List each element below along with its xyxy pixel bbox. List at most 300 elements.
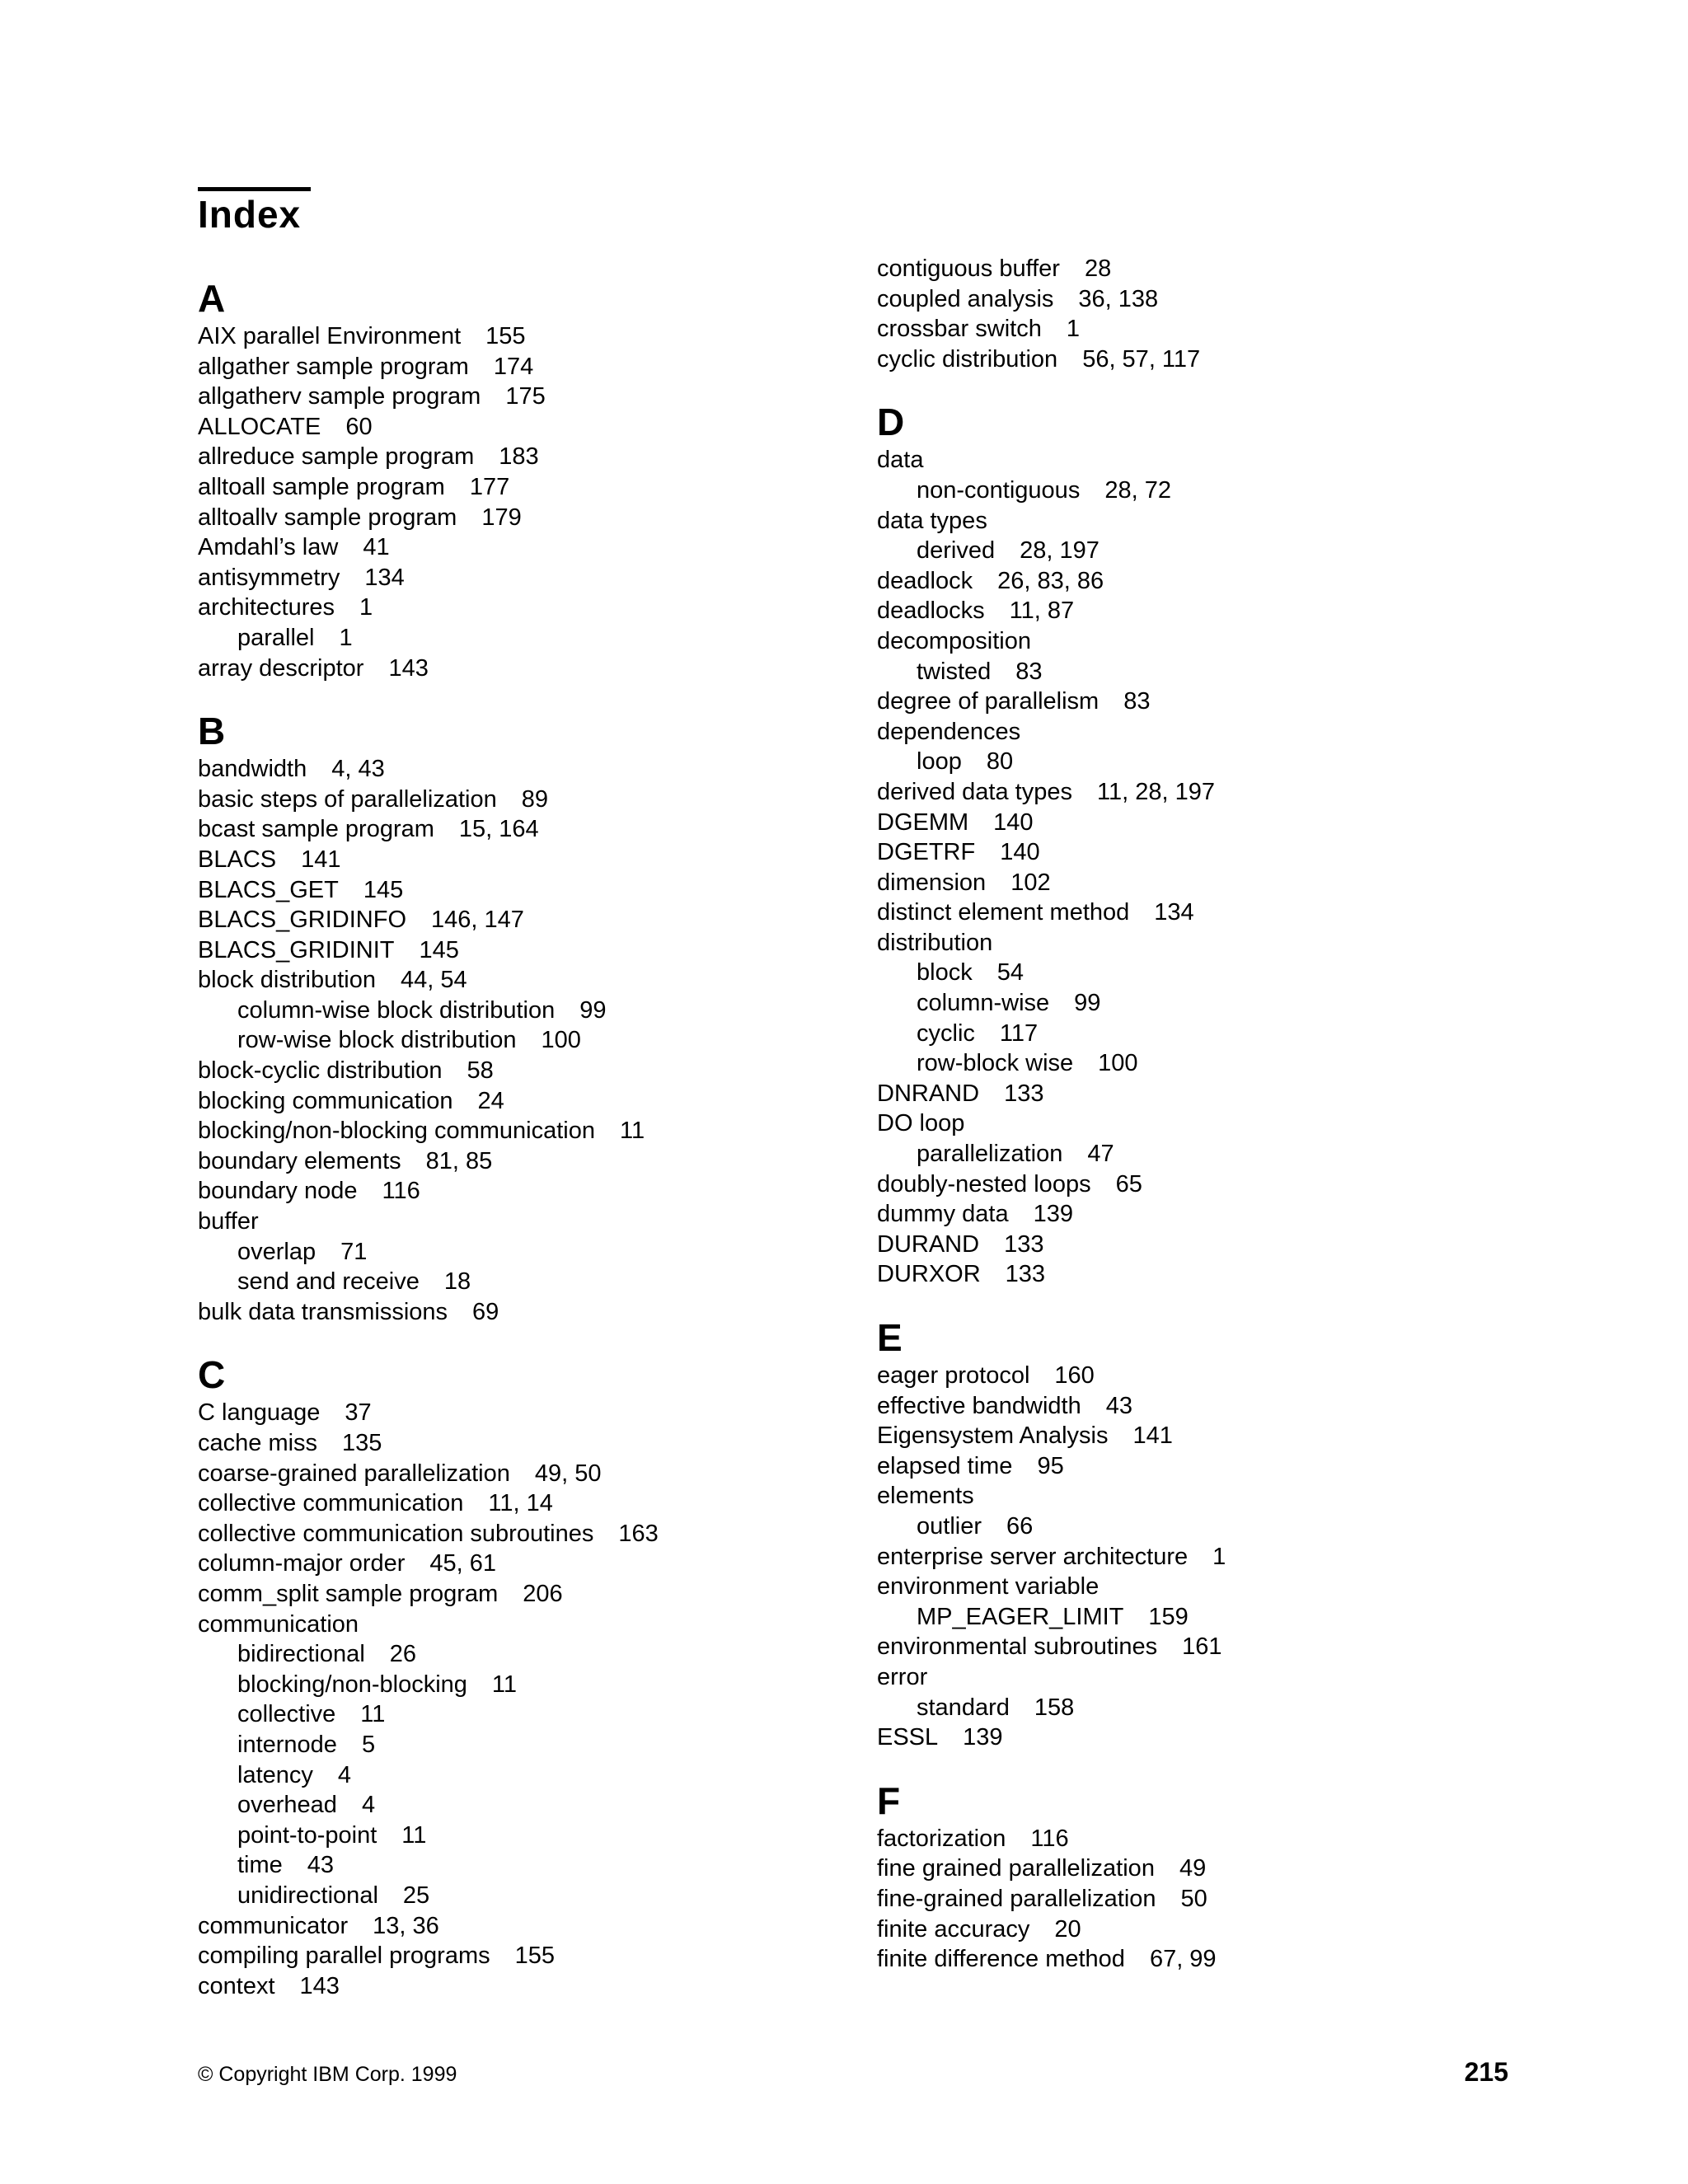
index-entry xyxy=(198,503,857,533)
page-refs: 65 xyxy=(1115,1170,1142,1197)
index-term: BLACS xyxy=(198,846,277,873)
index-entry xyxy=(877,1259,1536,1290)
page-refs: 28, 72 xyxy=(1104,476,1171,504)
index-term: array descriptor xyxy=(198,654,364,682)
index-entry xyxy=(877,1632,1536,1662)
index-entry xyxy=(198,1428,857,1459)
index-entry xyxy=(198,814,857,845)
page-refs: 24 xyxy=(477,1087,504,1114)
index-term: column-major order xyxy=(198,1550,406,1577)
index-term: alltoallv sample program xyxy=(198,504,457,531)
page-refs: 20 xyxy=(1054,1915,1081,1943)
index-term: parallel xyxy=(237,624,315,651)
index-entry xyxy=(877,1199,1536,1230)
index-entry xyxy=(198,1519,857,1549)
index-entry xyxy=(198,1971,857,2002)
index-term: C language xyxy=(198,1399,321,1427)
index-entry xyxy=(877,445,1536,476)
index-subentry xyxy=(877,1139,1536,1169)
index-entry xyxy=(198,875,857,906)
index-term: distinct element method xyxy=(877,899,1130,926)
section-letter: F xyxy=(877,1779,901,1822)
page-refs: 81, 85 xyxy=(425,1147,493,1174)
index-term: DO loop xyxy=(877,1110,965,1137)
index-subentry xyxy=(198,1237,857,1268)
page-refs: 95 xyxy=(1037,1452,1064,1479)
page-refs: 26, 83, 86 xyxy=(997,567,1104,594)
index-section xyxy=(198,1353,857,2001)
index-entry xyxy=(877,1854,1536,1884)
index-term: decomposition xyxy=(877,627,1031,654)
index-term: internode xyxy=(237,1731,337,1758)
index-column-left xyxy=(198,277,857,2027)
index-entry xyxy=(198,905,857,935)
index-term: distribution xyxy=(877,929,993,956)
index-entry xyxy=(198,845,857,875)
index-entry xyxy=(198,654,857,684)
section-letter: D xyxy=(877,401,905,444)
index-section xyxy=(877,401,1536,1290)
index-term: derived xyxy=(917,537,996,565)
index-entry xyxy=(198,382,857,412)
index-entry xyxy=(877,898,1536,928)
index-entry xyxy=(877,254,1536,284)
index-entry xyxy=(198,1459,857,1489)
index-subentry xyxy=(877,1511,1536,1542)
index-term: basic steps of parallelization xyxy=(198,785,497,813)
index-subentry xyxy=(877,1019,1536,1049)
section-letter: C xyxy=(198,1353,226,1397)
index-term: coupled analysis xyxy=(877,285,1054,312)
index-entry xyxy=(198,1488,857,1519)
index-term: loop xyxy=(917,748,962,776)
index-entry xyxy=(198,352,857,382)
page-refs: 47 xyxy=(1087,1141,1114,1168)
page-refs: 11, 87 xyxy=(1009,598,1075,625)
page-refs: 143 xyxy=(388,654,429,682)
page-refs: 49 xyxy=(1179,1855,1207,1882)
index-term: cyclic distribution xyxy=(877,345,1058,373)
index-term: DGEMM xyxy=(877,808,969,836)
index-term: dummy data xyxy=(877,1201,1009,1228)
index-entry xyxy=(198,785,857,815)
page-refs: 26 xyxy=(389,1641,417,1668)
page-refs: 11 xyxy=(401,1821,427,1849)
section-letter: E xyxy=(877,1316,903,1359)
page-refs: 28 xyxy=(1084,255,1112,282)
index-entry xyxy=(198,1297,857,1328)
index-term: outlier xyxy=(917,1512,982,1540)
index-term: BLACS_GRIDINIT xyxy=(198,936,395,963)
page-refs: 56, 57, 117 xyxy=(1082,345,1201,373)
index-entry xyxy=(198,472,857,503)
page-refs: 133 xyxy=(1004,1230,1044,1258)
index-term: allgather sample program xyxy=(198,353,469,380)
index-term: communication xyxy=(198,1610,359,1638)
page-refs: 41 xyxy=(363,534,390,561)
index-entry xyxy=(877,1915,1536,1945)
index-entry xyxy=(198,1610,857,1640)
index-term: deadlocks xyxy=(877,598,985,625)
index-term: ALLOCATE xyxy=(198,413,321,440)
index-term: degree of parallelism xyxy=(877,688,1100,715)
index-entry xyxy=(877,1722,1536,1753)
index-term: unidirectional xyxy=(237,1882,378,1909)
page-refs: 50 xyxy=(1180,1885,1207,1912)
index-subentry xyxy=(877,476,1536,506)
page-refs: 100 xyxy=(541,1027,581,1054)
index-section xyxy=(877,1316,1536,1753)
index-term: BLACS_GRIDINFO xyxy=(198,907,406,934)
page-refs: 155 xyxy=(485,323,526,349)
index-term: context xyxy=(198,1972,275,1999)
index-term: point-to-point xyxy=(237,1821,377,1849)
index-entry xyxy=(198,593,857,623)
index-term: DGETRF xyxy=(877,839,976,866)
index-entry xyxy=(198,1116,857,1146)
index-entry xyxy=(877,1481,1536,1511)
index-subentry xyxy=(877,988,1536,1019)
index-term: blocking/non-blocking xyxy=(237,1671,467,1698)
page-refs: 13, 36 xyxy=(373,1912,439,1939)
page-refs: 1 xyxy=(359,594,373,621)
index-term: effective bandwidth xyxy=(877,1392,1081,1419)
index-term: twisted xyxy=(917,658,992,685)
index-term: boundary node xyxy=(198,1178,358,1205)
index-term: comm_split sample program xyxy=(198,1580,499,1607)
index-term: environment variable xyxy=(877,1573,1100,1601)
index-subentry xyxy=(198,1881,857,1911)
index-entry xyxy=(198,1398,857,1428)
index-entry xyxy=(198,442,857,472)
page-refs: 4, 43 xyxy=(331,756,385,783)
page-refs: 155 xyxy=(514,1943,555,1970)
index-term: buffer xyxy=(198,1208,259,1235)
index-term: bidirectional xyxy=(237,1641,365,1668)
index-term: antisymmetry xyxy=(198,564,340,591)
page-refs: 15, 164 xyxy=(458,816,539,843)
index-term: latency xyxy=(237,1761,313,1788)
index-term: row-wise block distribution xyxy=(237,1027,517,1054)
page-refs: 145 xyxy=(419,936,459,963)
page-refs: 116 xyxy=(1030,1825,1069,1852)
index-term: non-contiguous xyxy=(917,476,1081,504)
index-term: data xyxy=(877,447,924,474)
section-letter: B xyxy=(198,710,226,753)
page-refs: 28, 197 xyxy=(1020,537,1100,565)
index-entry xyxy=(877,808,1536,838)
index-subentry xyxy=(877,747,1536,777)
index-section xyxy=(877,254,1536,374)
index-entry xyxy=(877,868,1536,898)
page-refs: 11, 28, 197 xyxy=(1096,778,1215,805)
index-entry xyxy=(198,1911,857,1942)
index-entry xyxy=(198,412,857,443)
page-refs: 174 xyxy=(493,353,534,380)
page-refs: 102 xyxy=(1010,869,1051,896)
index-term: ESSL xyxy=(877,1724,939,1751)
index-term: collective communication subroutines xyxy=(198,1520,594,1547)
page-refs: 183 xyxy=(499,443,539,471)
index-term: allreduce sample program xyxy=(198,443,475,471)
index-term: finite accuracy xyxy=(877,1915,1030,1943)
index-term: crossbar switch xyxy=(877,316,1042,343)
index-term: blocking communication xyxy=(198,1087,453,1114)
index-term: BLACS_GET xyxy=(198,876,339,903)
index-entry xyxy=(198,321,857,352)
index-term: fine-grained parallelization xyxy=(877,1885,1156,1912)
index-subentry xyxy=(198,996,857,1026)
index-term: derived data types xyxy=(877,778,1072,805)
page-refs: 116 xyxy=(382,1178,420,1205)
index-section xyxy=(877,1779,1536,1975)
index-term: column-wise xyxy=(917,990,1050,1017)
page-refs: 44, 54 xyxy=(401,967,467,994)
index-entry xyxy=(877,506,1536,537)
page-refs: 25 xyxy=(402,1882,430,1909)
page-refs: 4 xyxy=(361,1792,376,1819)
index-entry xyxy=(877,1824,1536,1854)
index-entry xyxy=(877,596,1536,626)
index-column-right xyxy=(877,254,1536,2001)
page-refs: 43 xyxy=(1105,1392,1133,1419)
index-entry xyxy=(198,965,857,996)
index-subentry xyxy=(198,1639,857,1670)
page-refs: 140 xyxy=(1000,839,1040,866)
page-refs: 69 xyxy=(472,1298,499,1325)
index-term: block xyxy=(917,959,973,987)
index-section xyxy=(198,710,857,1327)
index-entry xyxy=(877,1662,1536,1693)
index-entry xyxy=(877,717,1536,748)
index-entry xyxy=(877,566,1536,597)
page-refs: 58 xyxy=(467,1057,494,1085)
index-term: data types xyxy=(877,507,987,534)
index-subentry xyxy=(877,657,1536,687)
page-refs: 54 xyxy=(996,959,1024,987)
index-entry xyxy=(198,1176,857,1207)
index-term: Eigensystem Analysis xyxy=(877,1422,1109,1450)
index-entry xyxy=(198,1941,857,1971)
index-entry xyxy=(877,314,1536,344)
page-refs: 177 xyxy=(469,473,510,500)
page-refs: 145 xyxy=(363,876,404,903)
index-entry xyxy=(877,1169,1536,1200)
page-refs: 11 xyxy=(360,1701,386,1728)
page-refs: 141 xyxy=(1132,1422,1173,1450)
index-term: DNRAND xyxy=(877,1080,980,1107)
page-refs: 99 xyxy=(1074,990,1101,1017)
copyright-notice: © Copyright IBM Corp. 1999 xyxy=(198,2063,457,2086)
index-term: bulk data transmissions xyxy=(198,1298,448,1325)
index-entry xyxy=(877,1542,1536,1572)
index-subentry xyxy=(877,1602,1536,1633)
index-term: architectures xyxy=(198,594,335,621)
index-subentry xyxy=(877,1693,1536,1723)
index-term: eager protocol xyxy=(877,1362,1030,1389)
index-term: block distribution xyxy=(198,967,376,994)
index-subentry xyxy=(877,1048,1536,1079)
index-term: elements xyxy=(877,1483,974,1510)
index-term: column-wise block distribution xyxy=(237,996,556,1024)
index-term: blocking/non-blocking communication xyxy=(198,1118,595,1145)
page-refs: 1 xyxy=(339,624,353,651)
index-subentry xyxy=(198,1699,857,1730)
index-term: row-block wise xyxy=(917,1050,1074,1077)
index-subentry xyxy=(877,958,1536,988)
index-entry xyxy=(198,1579,857,1610)
page-refs: 179 xyxy=(481,504,522,531)
index-term: Amdahl’s law xyxy=(198,534,339,561)
page-refs: 163 xyxy=(618,1520,659,1547)
index-term: parallelization xyxy=(917,1141,1063,1168)
index-term: alltoall sample program xyxy=(198,473,445,500)
page-refs: 143 xyxy=(299,1972,340,1999)
page-refs: 83 xyxy=(1015,658,1043,685)
index-term: send and receive xyxy=(237,1268,420,1296)
page-refs: 4 xyxy=(337,1761,352,1788)
page-number: 215 xyxy=(1464,2057,1508,2087)
index-term: block-cyclic distribution xyxy=(198,1057,443,1085)
index-subentry xyxy=(198,1850,857,1881)
index-entry xyxy=(877,1884,1536,1915)
index-term: fine grained parallelization xyxy=(877,1855,1155,1882)
page-refs: 160 xyxy=(1054,1362,1095,1389)
index-term: standard xyxy=(917,1694,1010,1721)
index-entry xyxy=(877,1451,1536,1482)
page-refs: 100 xyxy=(1098,1050,1138,1077)
page-title: Index xyxy=(198,193,302,236)
index-term: dimension xyxy=(877,869,987,896)
page-refs: 5 xyxy=(361,1731,376,1758)
page-refs: 37 xyxy=(345,1399,372,1427)
index-term: error xyxy=(877,1663,928,1690)
index-entry xyxy=(198,1549,857,1579)
page-refs: 133 xyxy=(1005,1261,1046,1288)
page-refs: 134 xyxy=(364,564,405,591)
page-refs: 1 xyxy=(1066,316,1080,343)
page-refs: 11 xyxy=(491,1671,518,1698)
page-refs: 141 xyxy=(301,846,341,873)
page-refs: 18 xyxy=(443,1268,471,1296)
page-refs: 43 xyxy=(307,1852,335,1879)
index-entry xyxy=(198,532,857,563)
index-entry xyxy=(877,1079,1536,1109)
index-term: bandwidth xyxy=(198,756,307,783)
index-entry xyxy=(877,1361,1536,1391)
index-entry xyxy=(877,344,1536,375)
index-term: deadlock xyxy=(877,567,973,594)
index-subentry xyxy=(198,1267,857,1297)
index-term: environmental subroutines xyxy=(877,1633,1158,1661)
index-term: DURXOR xyxy=(877,1261,981,1288)
index-term: collective xyxy=(237,1701,336,1728)
index-term: doubly-nested loops xyxy=(877,1170,1091,1197)
page-refs: 1 xyxy=(1212,1543,1226,1570)
page-refs: 135 xyxy=(342,1430,382,1456)
index-entry xyxy=(877,837,1536,868)
page-refs: 80 xyxy=(986,748,1014,776)
page-refs: 11, 14 xyxy=(488,1490,553,1517)
index-subentry xyxy=(198,1730,857,1760)
page-refs: 133 xyxy=(1004,1080,1044,1107)
index-entry xyxy=(877,1572,1536,1602)
index-term: factorization xyxy=(877,1825,1006,1852)
page-refs: 11 xyxy=(619,1118,645,1145)
index-term: boundary elements xyxy=(198,1147,401,1174)
index-term: collective communication xyxy=(198,1490,464,1517)
index-subentry xyxy=(198,1790,857,1821)
index-subentry xyxy=(198,623,857,654)
page-refs: 140 xyxy=(993,808,1034,836)
index-entry xyxy=(198,1146,857,1177)
page-refs: 175 xyxy=(505,383,546,410)
index-term: overhead xyxy=(237,1792,337,1819)
page-refs: 159 xyxy=(1148,1603,1189,1630)
index-entry xyxy=(198,563,857,593)
index-term: cache miss xyxy=(198,1430,318,1456)
page-refs: 139 xyxy=(1033,1201,1073,1228)
index-term: compiling parallel programs xyxy=(198,1943,490,1970)
index-entry xyxy=(198,1086,857,1117)
page-refs: 134 xyxy=(1154,899,1194,926)
index-entry xyxy=(877,284,1536,315)
index-subentry xyxy=(198,1760,857,1791)
page-refs: 83 xyxy=(1123,688,1151,715)
page-refs: 36, 138 xyxy=(1078,285,1159,312)
index-subentry xyxy=(198,1821,857,1851)
page-refs: 45, 61 xyxy=(429,1550,497,1577)
index-entry xyxy=(877,1391,1536,1422)
page-refs: 71 xyxy=(340,1238,368,1265)
page-refs: 99 xyxy=(579,996,607,1024)
index-term: contiguous buffer xyxy=(877,255,1060,282)
index-term: time xyxy=(237,1852,283,1879)
page-refs: 49, 50 xyxy=(534,1460,602,1487)
index-entry xyxy=(877,777,1536,808)
page-refs: 60 xyxy=(345,413,373,440)
index-term: DURAND xyxy=(877,1230,980,1258)
index-term: AIX parallel Environment xyxy=(198,323,462,349)
page-refs: 89 xyxy=(521,785,548,813)
index-term: overlap xyxy=(237,1238,316,1265)
index-entry xyxy=(198,1056,857,1086)
index-entry xyxy=(877,1230,1536,1260)
section-letter: A xyxy=(198,277,226,320)
index-section xyxy=(198,277,857,683)
page-refs: 158 xyxy=(1034,1694,1075,1721)
index-entry xyxy=(198,754,857,785)
index-subentry xyxy=(877,536,1536,566)
index-term: dependences xyxy=(877,718,1021,745)
index-entry xyxy=(198,1207,857,1237)
index-entry xyxy=(877,928,1536,958)
page-refs: 206 xyxy=(523,1580,563,1607)
index-term: finite difference method xyxy=(877,1946,1125,1973)
index-entry xyxy=(877,1944,1536,1975)
index-entry xyxy=(877,626,1536,657)
index-term: enterprise server architecture xyxy=(877,1543,1189,1570)
index-term: cyclic xyxy=(917,1019,975,1047)
page-refs: 67, 99 xyxy=(1149,1946,1217,1973)
index-entry xyxy=(198,935,857,966)
index-term: allgatherv sample program xyxy=(198,383,481,410)
index-subentry xyxy=(198,1670,857,1700)
index-term: communicator xyxy=(198,1912,349,1939)
page-refs: 66 xyxy=(1006,1512,1034,1540)
index-subentry xyxy=(198,1025,857,1056)
index-term: bcast sample program xyxy=(198,816,434,843)
